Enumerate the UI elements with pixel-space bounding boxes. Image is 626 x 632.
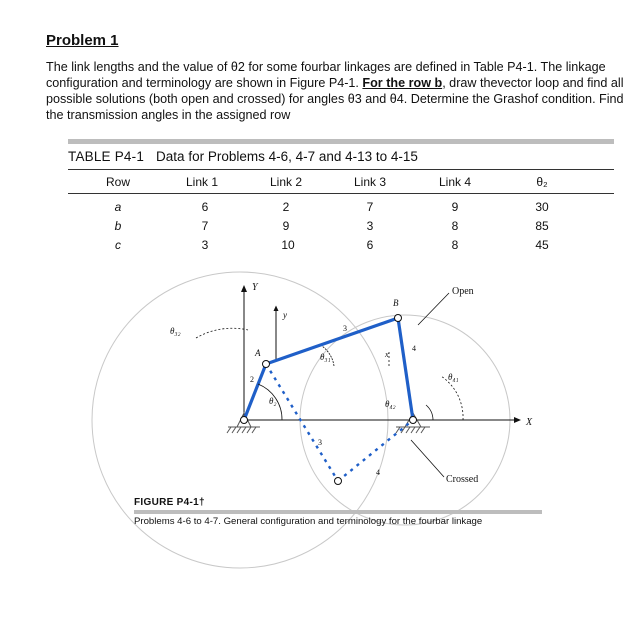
figure-label: FIGURE P4-1†	[134, 497, 205, 508]
table-header-row: Row	[105, 175, 130, 189]
problem-text-before: The link lengths and the value of θ2 for some fourbar linkages are defined in Table P4-1. The linkage configuration and terminology are shown in Figure P4-1.	[46, 60, 606, 90]
label-link3-open: 3	[343, 324, 347, 333]
table-cell: 7	[366, 200, 374, 214]
table-cell: 10	[281, 238, 295, 252]
table-title: Data for Problems 4-6, 4-7 and 4-13 to 4-15	[156, 149, 418, 164]
table-header-link3: Link 3	[353, 175, 387, 189]
table-cell: c	[115, 238, 121, 252]
table-cell: 85	[535, 219, 549, 233]
open-leader	[418, 293, 449, 325]
crossed-leader	[411, 440, 444, 477]
theta3-2-arc	[196, 328, 248, 338]
link4-open	[398, 318, 413, 420]
label-link3-crossed: 3	[318, 438, 322, 447]
problem-title: Problem 1	[46, 32, 119, 49]
joint-O2	[241, 417, 248, 424]
label-X: X	[526, 417, 533, 428]
joint-A	[263, 361, 270, 368]
label-theta3-2: θ₃₂	[170, 326, 181, 336]
label-A: A	[255, 348, 261, 358]
label-y: y	[283, 310, 287, 320]
table-cell: 7	[201, 219, 209, 233]
label-link4-crossed: 4	[376, 468, 380, 477]
table-label: TABLE P4-1	[68, 149, 145, 164]
label-link2: 2	[250, 375, 254, 384]
label-B: B	[393, 298, 399, 308]
label-open: Open	[452, 286, 474, 297]
label-theta4-1: θ₄₁	[448, 372, 459, 382]
label-Y: Y	[252, 282, 258, 293]
table-cell: 8	[451, 219, 459, 233]
link3-open	[266, 318, 398, 364]
table-cell: a	[114, 200, 122, 214]
table-cell: 45	[535, 238, 549, 252]
table-header-link4: Link 4	[438, 175, 472, 189]
label-theta3-1: θ₃₁	[320, 352, 331, 362]
table-cell: 3	[366, 219, 374, 233]
theta4-1-arc	[441, 376, 463, 420]
label-link4-open: 4	[412, 344, 416, 353]
label-theta4-2: θ₄₂	[385, 399, 396, 409]
label-x: x	[385, 350, 389, 359]
joint-O4	[410, 417, 417, 424]
theta4-2-arc	[426, 405, 433, 420]
figure-rule	[134, 510, 542, 514]
table-cell: 9	[451, 200, 459, 214]
table-cell: 2	[282, 200, 290, 214]
figure-caption: Problems 4-6 to 4-7. General configuration and terminology for the fourbar linkage	[134, 516, 483, 527]
problem-emphasis: For the row b	[362, 76, 443, 90]
table-cell: 6	[201, 200, 209, 214]
table-header-link1: Link 1	[185, 175, 219, 189]
link3-crossed	[266, 364, 338, 481]
label-theta2: θ₂	[269, 396, 277, 406]
table-cell: 6	[366, 238, 374, 252]
problem-text-after: , draw thevector loop and find all possible solutions (both open and crossed) for angles θ3 and θ4. Determine the Grashof condition. Find the transmission angles in the assigned row	[46, 76, 624, 122]
label-crossed: Crossed	[446, 474, 479, 485]
table-cell: 8	[451, 238, 459, 252]
joint-B-open	[395, 315, 402, 322]
link2	[244, 364, 266, 420]
table-cell: b	[114, 219, 122, 233]
table-cell: 9	[282, 219, 290, 233]
table-header-link2: Link 2	[269, 175, 303, 189]
table-cell: 30	[535, 200, 549, 214]
table-cell: 3	[201, 238, 209, 252]
table-header-theta2: θ₂	[536, 175, 548, 189]
joint-B-crossed	[335, 478, 342, 485]
